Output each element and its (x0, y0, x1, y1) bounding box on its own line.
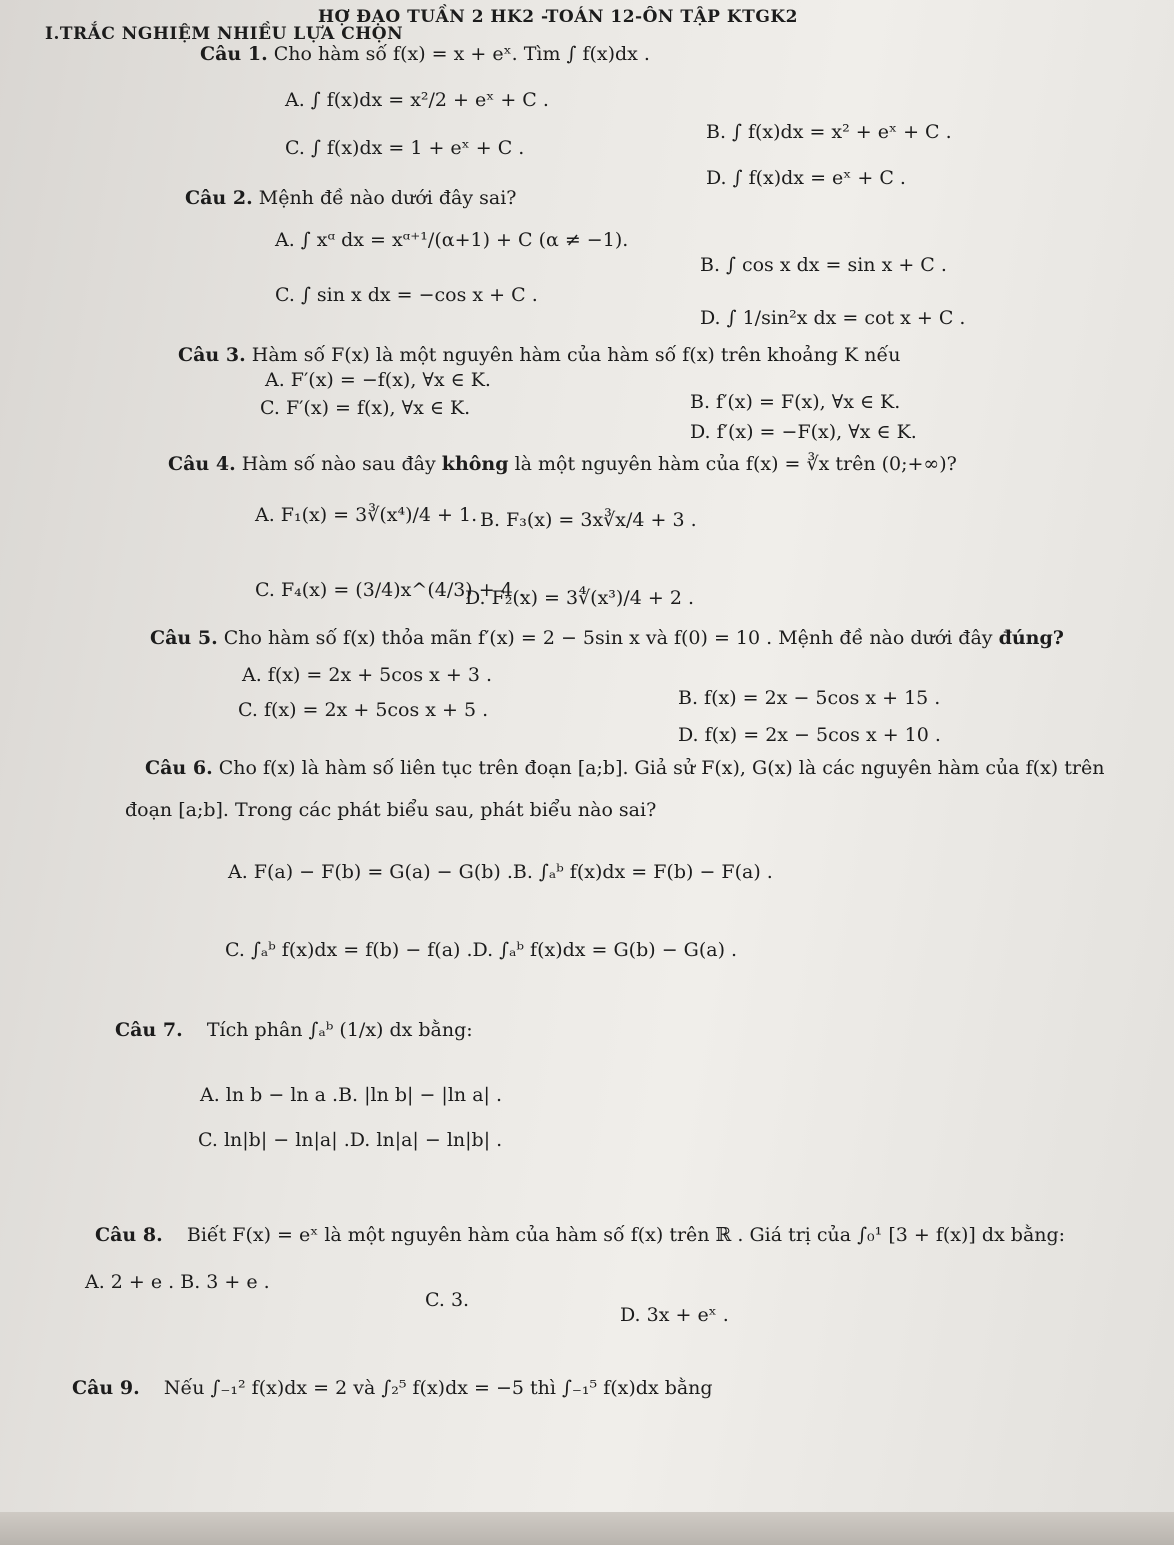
question-8-option-c: C. 3. (425, 1289, 470, 1311)
question-4-option-c: C. F₄(x) = (3/4)x^(4/3) + 4 . (255, 579, 525, 601)
question-1-stem: Câu 1. Cho hàm số f(x) = x + eˣ. Tìm ∫ f(x)dx . (200, 43, 650, 65)
question-6-stem-continued: đoạn [a;b]. Trong các phát biểu sau, phát biểu nào sai? (125, 799, 657, 821)
question-2-option-b: B. ∫ cos x dx = sin x + C . (700, 254, 947, 276)
question-1-option-b: B. ∫ f(x)dx = x² + eˣ + C . (706, 121, 952, 143)
question-4-option-a: A. F₁(x) = 3∛(x⁴)/4 + 1. (255, 504, 478, 526)
question-2-option-c: C. ∫ sin x dx = −cos x + C . (275, 284, 538, 306)
page-bottom-edge (0, 1512, 1174, 1545)
question-5-option-b: B. f(x) = 2x − 5cos x + 15 . (678, 687, 941, 709)
question-7-options-cd: C. ln|b| − ln|a| .D. ln|a| − ln|b| . (198, 1129, 503, 1151)
question-5-option-a: A. f(x) = 2x + 5cos x + 3 . (242, 664, 493, 686)
question-5-option-d: D. f(x) = 2x − 5cos x + 10 . (678, 724, 941, 746)
question-6-options-cd: C. ∫ₐᵇ f(x)dx = f(b) − f(a) .D. ∫ₐᵇ f(x)dx = G(b) − G(a) . (225, 939, 738, 961)
question-4-option-d: D. F₂(x) = 3∜(x³)/4 + 2 . (465, 587, 694, 609)
question-1-option-c: C. ∫ f(x)dx = 1 + eˣ + C . (285, 137, 525, 159)
question-7-options-ab: A. ln b − ln a .B. |ln b| − |ln a| . (200, 1084, 502, 1106)
question-3-option-b: B. f′(x) = F(x), ∀x ∈ K. (690, 391, 901, 413)
question-9-stem: Câu 9. Nếu ∫₋₁² f(x)dx = 2 và ∫₂⁵ f(x)dx = −5 thì ∫₋₁⁵ f(x)dx bằng (72, 1377, 713, 1399)
question-8-option-d: D. 3x + eˣ . (620, 1304, 729, 1326)
question-8-stem: Câu 8. Biết F(x) = eˣ là một nguyên hàm của hàm số f(x) trên ℝ . Giá trị của ∫₀¹ [3 + f(x)] dx bằng: (95, 1224, 1066, 1246)
worksheet-title: HỢ ĐẠO TUẦN 2 HK2 -TOÁN 12-ÔN TẬP KTGK2 (318, 7, 798, 27)
question-3-option-c: C. F′(x) = f(x), ∀x ∈ K. (260, 397, 471, 419)
question-4-option-b: B. F₃(x) = 3x∛x/4 + 3 . (480, 509, 697, 531)
question-1-option-a: A. ∫ f(x)dx = x²/2 + eˣ + C . (285, 89, 549, 111)
question-5-option-c: C. f(x) = 2x + 5cos x + 5 . (238, 699, 489, 721)
question-2-option-d: D. ∫ 1/sin²x dx = cot x + C . (700, 307, 966, 329)
question-2-stem: Câu 2. Mệnh đề nào dưới đây sai? (185, 187, 517, 209)
question-5-stem: Câu 5. Cho hàm số f(x) thỏa mãn f′(x) = 2 − 5sin x và f(0) = 10 . Mệnh đề nào dưới đây đúng? (150, 627, 1064, 649)
question-3-option-a: A. F′(x) = −f(x), ∀x ∈ K. (265, 369, 491, 391)
question-3-option-d: D. f′(x) = −F(x), ∀x ∈ K. (690, 421, 917, 443)
section-heading: I.TRẮC NGHIỆM NHIỀU LỰA CHỌN (45, 24, 404, 44)
question-2-option-a: A. ∫ xᵅ dx = xᵅ⁺¹/(α+1) + C (α ≠ −1). (275, 229, 629, 251)
question-3-stem: Câu 3. Hàm số F(x) là một nguyên hàm của hàm số f(x) trên khoảng K nếu (178, 344, 901, 366)
question-8-options-ab: A. 2 + e . B. 3 + e . (85, 1271, 270, 1293)
question-1-option-d: D. ∫ f(x)dx = eˣ + C . (706, 167, 906, 189)
question-6-stem: Câu 6. Cho f(x) là hàm số liên tục trên đoạn [a;b]. Giả sử F(x), G(x) là các nguyên hàm của f(x) trên (145, 757, 1105, 779)
question-7-stem: Câu 7. Tích phân ∫ₐᵇ (1/x) dx bằng: (115, 1019, 473, 1041)
question-4-stem: Câu 4. Hàm số nào sau đây không là một nguyên hàm của f(x) = ∛x trên (0;+∞)? (168, 453, 957, 475)
question-6-options-ab: A. F(a) − F(b) = G(a) − G(b) .B. ∫ₐᵇ f(x)dx = F(b) − F(a) . (228, 861, 773, 883)
